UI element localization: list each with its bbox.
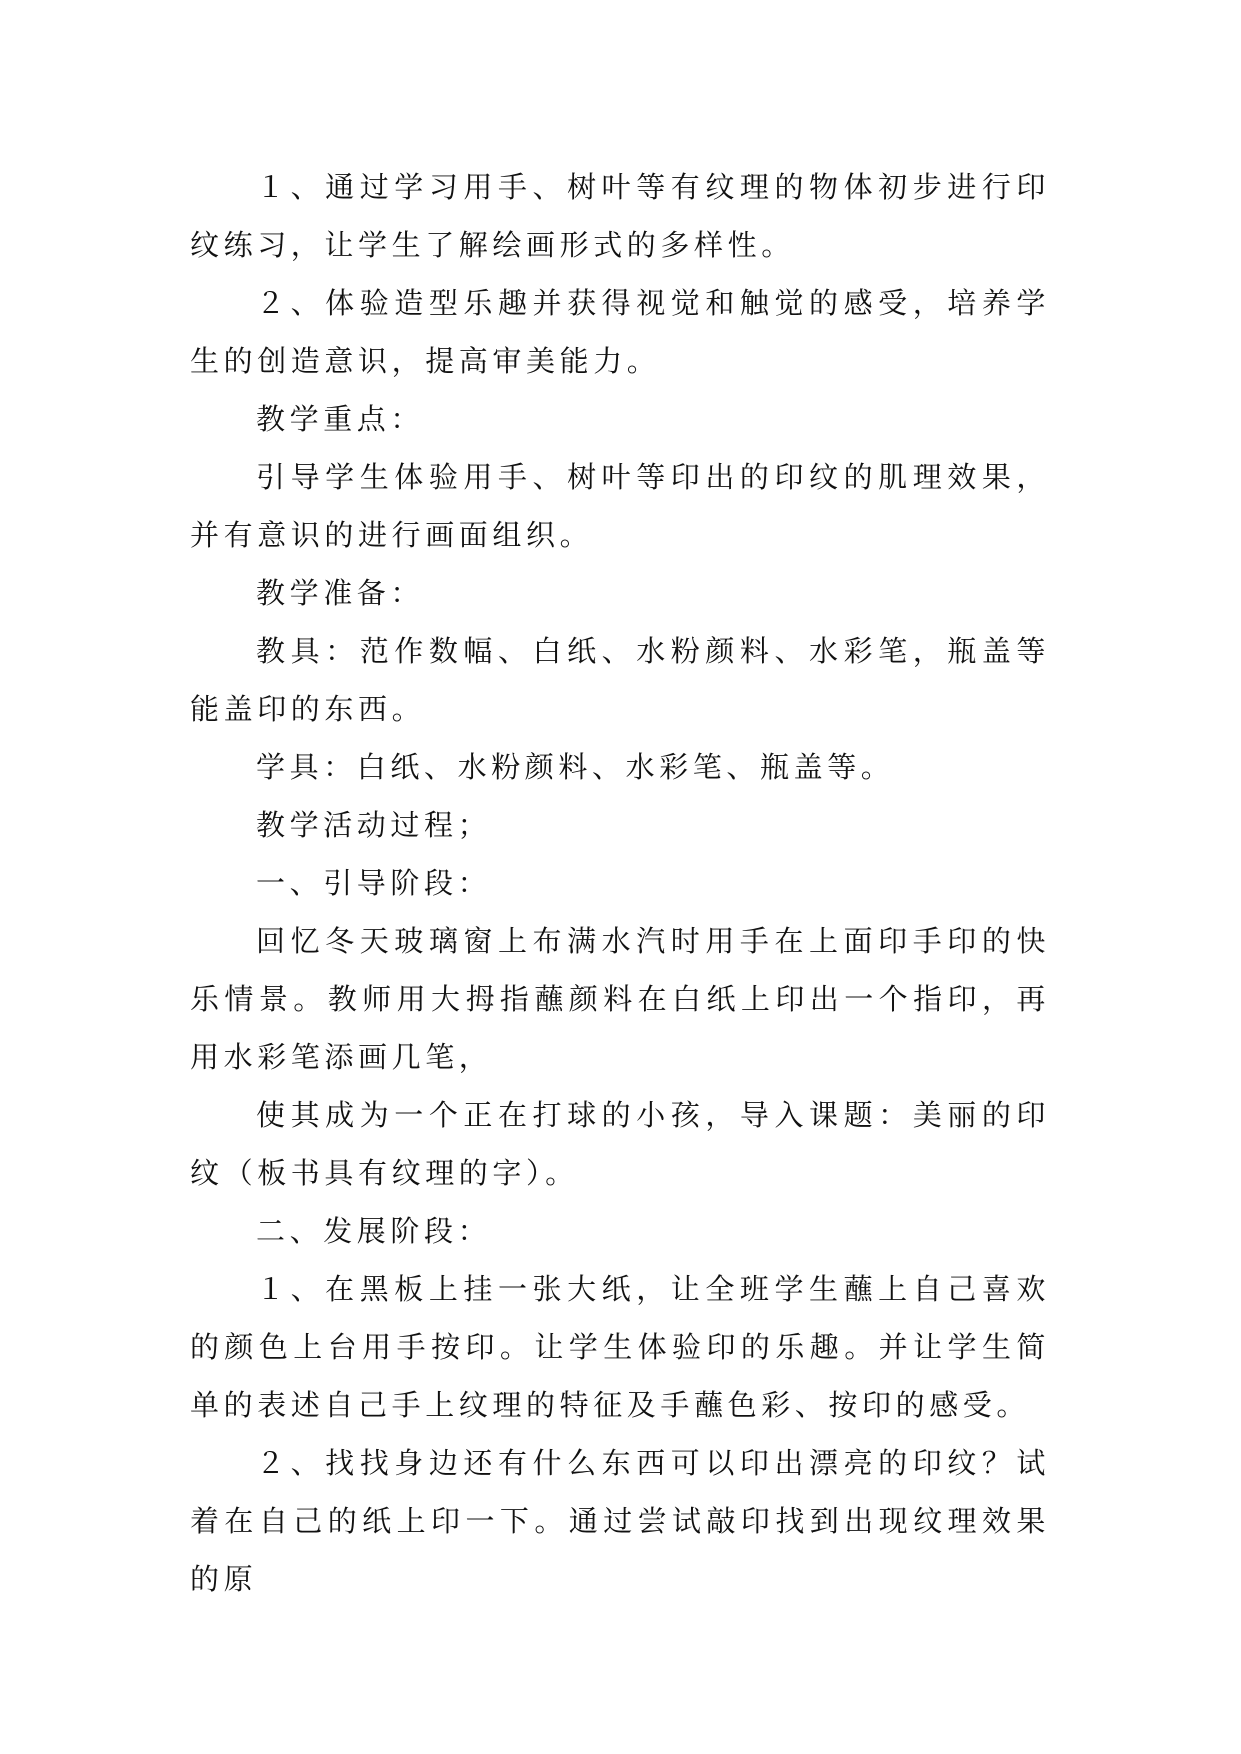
paragraph-development-2: ２、找找身边还有什么东西可以印出漂亮的印纹？试着在自己的纸上印一下。通过尝试敲印找到出现纹理效果的原 xyxy=(190,1446,1050,1596)
paragraph-objective-2: ２、体验造型乐趣并获得视觉和触觉的感受，培养学生的创造意识，提高审美能力。 xyxy=(190,286,1050,378)
heading-activity-process: 教学活动过程； xyxy=(256,808,492,842)
heading-teaching-focus: 教学重点： xyxy=(256,402,425,436)
paragraph-teacher-materials: 教具：范作数幅、白纸、水粉颜料、水彩笔，瓶盖等能盖印的东西。 xyxy=(190,634,1050,726)
heading-stage-development: 二、发展阶段： xyxy=(256,1214,492,1248)
document-body xyxy=(190,158,1050,1608)
heading-stage-guidance: 一、引导阶段： xyxy=(256,866,492,900)
paragraph-guidance-recall: 回忆冬天玻璃窗上布满水汽时用手在上面印手印的快乐情景。教师用大拇指蘸颜料在白纸上印出一个指印，再用水彩笔添画几笔， xyxy=(190,924,1050,1074)
paragraph-development-1: １、在黑板上挂一张大纸，让全班学生蘸上自己喜欢的颜色上台用手按印。让学生体验印的乐趣。并让学生简单的表述自己手上纹理的特征及手蘸色彩、按印的感受。 xyxy=(190,1272,1050,1422)
paragraph-guidance-topic: 使其成为一个正在打球的小孩，导入课题：美丽的印纹（板书具有纹理的字）。 xyxy=(190,1098,1050,1190)
paragraph-teaching-focus: 引导学生体验用手、树叶等印出的印纹的肌理效果，并有意识的进行画面组织。 xyxy=(190,460,1050,552)
paragraph-objective-1: １、通过学习用手、树叶等有纹理的物体初步进行印纹练习，让学生了解绘画形式的多样性。 xyxy=(190,170,1050,262)
heading-teaching-preparation: 教学准备： xyxy=(256,576,425,610)
paragraph-student-materials: 学具：白纸、水粉颜料、水彩笔、瓶盖等。 xyxy=(256,750,895,784)
